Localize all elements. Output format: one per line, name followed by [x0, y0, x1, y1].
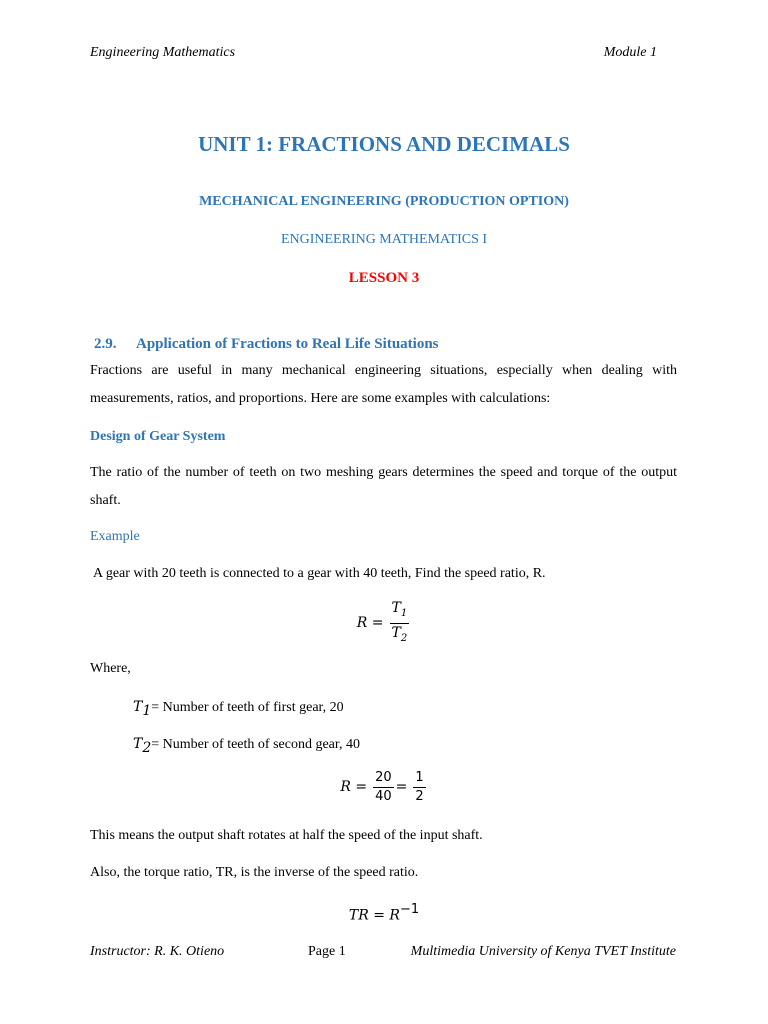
eq2-num2: 1: [415, 770, 424, 785]
eq1-num: T: [391, 600, 401, 616]
eq2-equals: =: [395, 779, 408, 796]
eq1-num-sub: 1: [400, 607, 408, 619]
lesson-label: LESSON 3: [348, 270, 420, 286]
course-subtitle: ENGINEERING MATHEMATICS I: [280, 232, 488, 247]
footer-page-number: Page 1: [308, 944, 346, 959]
header-right: Module 1: [603, 45, 657, 60]
where-label: Where,: [90, 661, 131, 676]
program-subtitle: MECHANICAL ENGINEERING (PRODUCTION OPTION): [199, 194, 569, 209]
eq1-den-sub: 2: [400, 632, 408, 644]
t2-definition: [133, 736, 360, 756]
result-text: This means the output shaft rotates at half the speed of the input shaft.: [90, 828, 483, 843]
speed-ratio-calculation: [0, 770, 768, 805]
t1-text: = Number of teeth of first gear, 20: [151, 700, 344, 715]
eq1-den: T: [391, 624, 401, 641]
torque-text: Also, the torque ratio, TR, is the inverse of the speed ratio.: [90, 865, 419, 880]
eq1-fraction: [390, 600, 410, 647]
gear-heading: Design of Gear System: [90, 429, 226, 444]
section-title: Application of Fractions to Real Life Situations: [136, 336, 439, 352]
t1-symbol: T: [133, 699, 143, 715]
t1-sub: 1: [142, 702, 152, 719]
footer-instructor: Instructor: R. K. Otieno: [90, 944, 225, 959]
eq3-lhs: TR = R: [348, 907, 400, 924]
speed-ratio-equation: [0, 600, 768, 647]
torque-ratio-equation: [0, 902, 768, 924]
example-text: A gear with 20 teeth is connected to a gear with 40 teeth, Find the speed ratio, R.: [93, 566, 546, 581]
t2-text: = Number of teeth of second gear, 40: [151, 737, 360, 752]
t1-definition: [133, 699, 344, 719]
example-label: Example: [90, 529, 140, 544]
eq2-fraction-1: [373, 770, 394, 805]
eq1-lhs: R =: [356, 614, 384, 631]
eq2-fraction-2: [413, 770, 425, 805]
t2-sub: 2: [142, 739, 152, 756]
eq2-den1: 40: [375, 789, 392, 804]
eq2-lhs: R =: [340, 779, 368, 796]
intro-paragraph: Fractions are useful in many mechanical engineering situations, especially when dealing with measurements, ratios, and proportions. Here are some examples with calculations:: [90, 363, 677, 406]
page-title: UNIT 1: FRACTIONS AND DECIMALS: [198, 132, 570, 156]
t2-symbol: T: [133, 736, 143, 752]
gear-paragraph: The ratio of the number of teeth on two meshing gears determines the speed and torque of the output shaft.: [90, 465, 677, 508]
header-left: Engineering Mathematics: [90, 45, 236, 60]
section-number: 2.9.: [94, 336, 117, 352]
eq3-exponent: −1: [399, 902, 420, 917]
footer-institution: Multimedia University of Kenya TVET Institute: [410, 944, 676, 959]
eq2-num1: 20: [375, 770, 392, 785]
eq2-den2: 2: [415, 789, 424, 804]
